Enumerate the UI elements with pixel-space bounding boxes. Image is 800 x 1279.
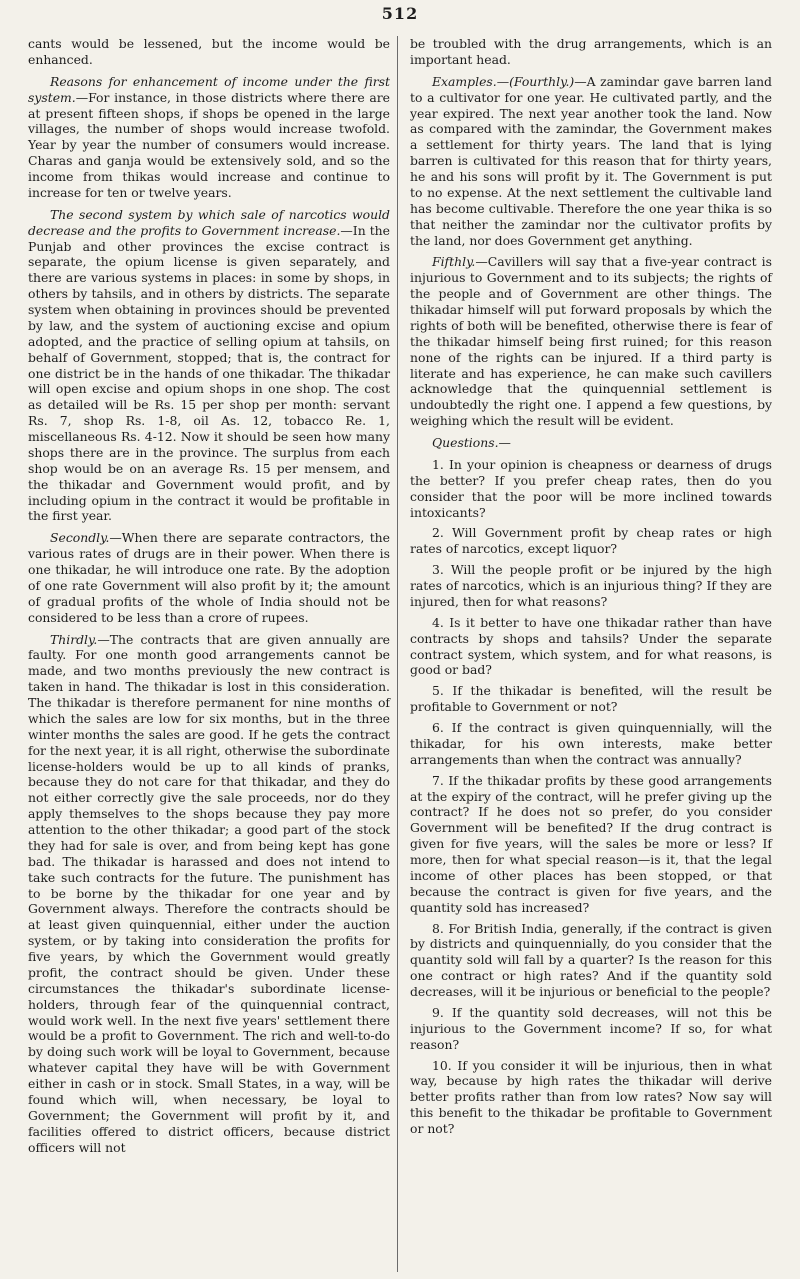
right-paragraph	[410, 615, 772, 679]
right-paragraph	[410, 773, 772, 916]
paragraph-text: 2. Will Government profit by cheap rates or high rates of narcotics, except liquor?	[410, 525, 772, 557]
paragraph-text: be troubled with the drug arrangements, which is an important head.	[410, 36, 772, 67]
paragraph-heading: Questions.	[432, 435, 499, 450]
paragraph-text: 8. For British India, generally, if the contract is given by districts and quinquennially, do you consider that the quantity sold will fall by a quarter? Is the reason for this one contract or high rates? And if the quantity sold decreases, will it be injurious or beneficial to the people?	[410, 920, 772, 999]
page-number: 512	[381, 4, 419, 23]
paragraph-text: 5. If the thikadar is benefited, will the result be profitable to Government or not?	[410, 683, 772, 715]
paragraph-heading: Reasons for enhancement of income under the first system.	[28, 73, 390, 105]
right-paragraph	[410, 683, 772, 715]
right-paragraph	[410, 36, 772, 68]
paragraph-heading: Thirdly.	[50, 631, 98, 647]
paragraph-heading: The second system by which sale of narcotics would decrease and the profits to Government increase.	[28, 206, 390, 238]
paragraph-text: 1. In your opinion is cheapness or dearness of drugs the better? If you prefer cheap rates, then do you consider that the poor will be more inclined towards intoxicants?	[410, 456, 772, 520]
right-paragraph	[410, 435, 772, 451]
paragraph-heading: Fifthly.	[432, 254, 476, 270]
left-paragraph	[28, 207, 390, 525]
paragraph-text: 6. If the contract is given quinquennially, will the thikadar, for his own interests, make better arrangements than when the contract was annually?	[410, 720, 772, 767]
paragraph-text: —When there are separate contractors, the various rates of drugs are in their power. When there is one thikadar, he will introduce one rate. By the adoption of one rate Government will also profit by it; the amount of gradual profits of the whole of India should not be considered to be less than a crore of rupees.	[28, 530, 390, 625]
right-column	[410, 36, 772, 1142]
left-paragraph	[28, 74, 390, 201]
paragraph-text: 4. Is it better to have one thikadar rather than have contracts by shops and tahsils? Under the separate contract system, which system, and for what reasons, is good or bad?	[410, 614, 772, 678]
left-paragraph	[28, 530, 390, 625]
paragraph-text: 7. If the thikadar profits by these good arrangements at the expiry of the contract, will he prefer giving up the contract? If he does not so prefer, do you consider Government will be benefited? If the drug contract is given for five years, will the sales be more or less? If more, then for what special reason—is it, that the legal income of other places has been stopped, or that because the contract is given for five years, and the quantity sold has increased?	[410, 772, 772, 915]
paragraph-text: —For instance, in those districts where there are at present fifteen shops, if shops be opened in the large villages, the number of shops would increase twofold. Year by year the number of consumers would increase. Charas and ganja would be extensively sold, and so the income from thikas would increase and continue to increase for ten or twelve years.	[28, 89, 390, 200]
right-paragraph	[410, 720, 772, 768]
paragraph-text: cants would be lessened, but the income would be enhanced.	[28, 36, 390, 67]
right-paragraph	[410, 74, 772, 249]
right-paragraph	[410, 562, 772, 610]
paragraph-text: —The contracts that are given annually are faulty. For one month good arrangements cannot be made, and two months previously the new contract is taken in hand. The thikadar is lost in this consideration. The thikadar is therefore permanent for nine months of which the sales are low for six months, but in the three winter months the sales are good. If he gets the contract for the next year, it is all right, otherwise the subordinate license-holders would be up to all kinds of pranks, because they do not care for that thikadar, and they do not either correctly give the sale proceeds, nor do they apply themselves to the shops because they pay more attention to the other thikadar; a good part of the stock they had for sale is over, and from being kept has gone bad. The thikadar is harassed and does not intend to take such contracts for the future. The punishment has to be borne by the thikadar for one year and by Government always. Therefore the contracts should be at least given quinquennial, either under the auction system, or by taking into consideration the profits for five years, by which the Government would greatly profit, the contract should be given. Under these circumstances the thikadar's subordinate license-holders, through fear of the quinquennial contract, would work well. In the next five years' settlement there would be a profit to Government. The rich and well-to-do by doing such work will be loyal to Government, because whatever capital they have will be with Government either in cash or in stock. Small States, in a way, will be found which will, when necessary, be loyal to Government; the Government will profit by it, and facilities offered to district officers, because district officers will not	[28, 631, 390, 1155]
paragraph-text: —A zamindar gave barren land to a cultivator for one year. He cultivated partly, and the year expired. The next year another took the land. Now as compared with the zamindar, the Government makes a settlement for thirty years. The land that is lying barren is cultivated for this reason that for thirty years, he and his sons will profit by it. The Government is put to no expense. At the next settlement the cultivable land has become cultivable. Therefore the one year thika is so that neither the zamindar nor the cultivator profits by the land, nor does Government get anything.	[410, 73, 772, 248]
column-divider	[397, 36, 398, 1272]
right-paragraph	[410, 525, 772, 557]
paragraph-text: 10. If you consider it will be injurious, then in what way, because by high rates the thikadar will derive better profits rather than from low rates? Now say will this benefit to the thikadar be profitable to Government or not?	[410, 1057, 772, 1136]
right-paragraph	[410, 921, 772, 1000]
paragraph-heading: Secondly.	[50, 530, 110, 546]
paragraph-text: —In the Punjab and other provinces the excise contract is separate, the opium license is given separately, and there are various systems in places: in some by shops, in others by tahsils, and in others by districts. The separate system when obtaining in provinces should be prevented by law, and the system of auctioning excise and opium adopted, and the practice of selling opium at tahsils, on behalf of Government, stopped; that is, the contract for one district be in the hands of one thikadar. The thikadar will open excise and opium shops in one shop. The cost as detailed will be Rs. 15 per shop per month: servant Rs. 7, shop Rs. 1-8, oil As. 12, tobacco Re. 1, miscellaneous Rs. 4-12. Now it should be seen how many shops there are in the province. The surplus from each shop would be on an average Rs. 15 per mensem, and the thikadar and Government would profit, and by including opium in the contract it would be profitable in the first year.	[28, 222, 390, 524]
paragraph-text: 3. Will the people profit or be injured by the high rates of narcotics, which is an injurious thing? If they are injured, then for what reasons?	[410, 562, 772, 609]
left-column	[28, 36, 390, 1161]
left-paragraph	[28, 632, 390, 1156]
left-paragraph	[28, 36, 390, 68]
right-paragraph	[410, 1058, 772, 1137]
right-paragraph	[410, 254, 772, 429]
paragraph-text: —Cavillers will say that a five-year contract is injurious to Government and to its subjects; the rights of the people and of Government are other things. The thikadar himself will put forward proposals by which the rights of both will be benefited, otherwise there is fear of the thikadar himself being first ruined; for this reason none of the rights can be injured. If a third party is literate and has experience, he can make such cavillers acknowledge that the quinquennial settlement is undoubtedly the right one. I append a few questions, by weighing which the result will be evident.	[410, 254, 772, 429]
paragraph-text: —	[498, 435, 511, 450]
right-paragraph	[410, 1005, 772, 1053]
paragraph-text: 9. If the quantity sold decreases, will not this be injurious to the Government income? If so, for what reason?	[410, 1004, 772, 1052]
paragraph-heading: Examples.—(Fourthly.)	[432, 73, 575, 89]
right-paragraph	[410, 457, 772, 521]
